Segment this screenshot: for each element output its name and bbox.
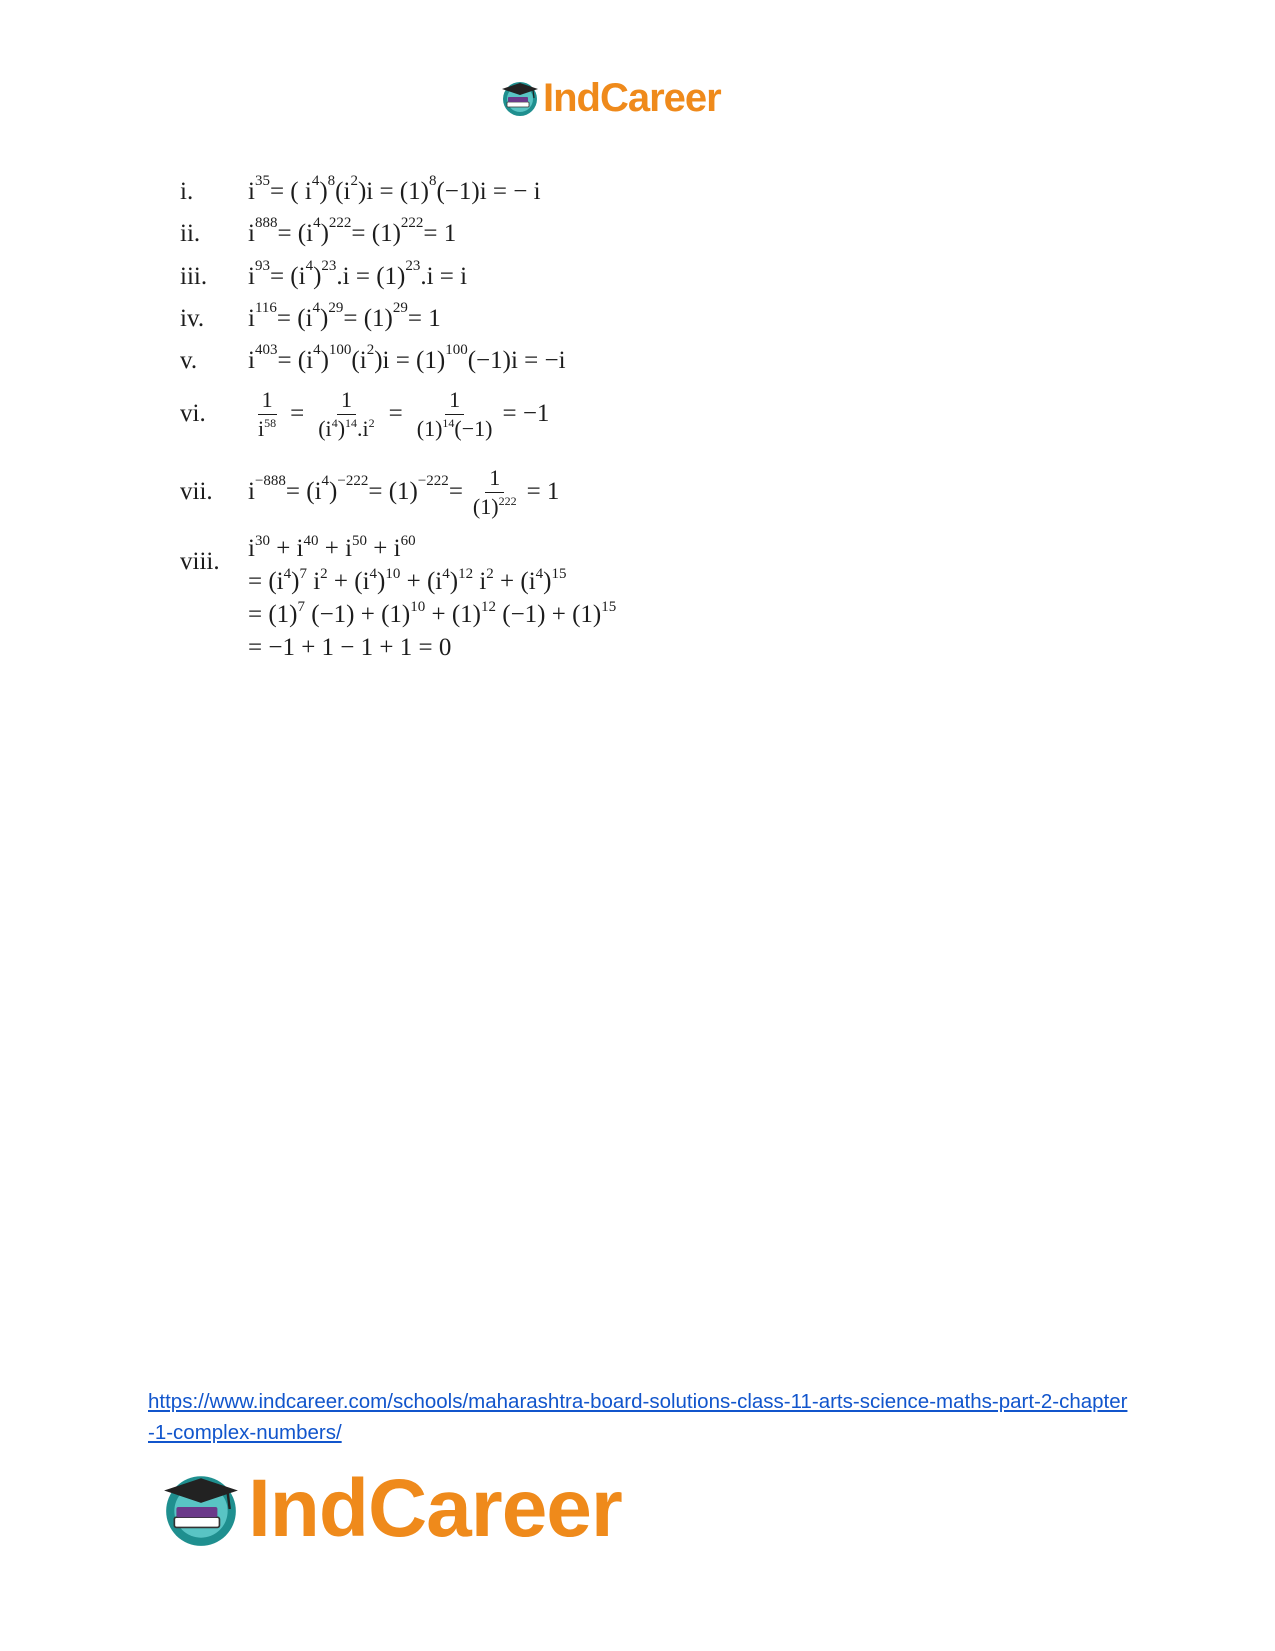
fraction bbox=[469, 466, 521, 517]
expr-text: 1 bbox=[489, 465, 501, 491]
exponent: 29 bbox=[392, 299, 408, 316]
item-number: vi. bbox=[180, 400, 206, 427]
result: = −1 bbox=[502, 400, 550, 427]
exponent: 4 bbox=[535, 566, 544, 582]
exponent: 4 bbox=[305, 257, 314, 274]
expr-text: .i = i bbox=[420, 263, 468, 290]
expr-text: = 1 bbox=[423, 220, 457, 247]
exponent: 100 bbox=[328, 341, 352, 358]
footer-logo-text: IndCareer bbox=[248, 1463, 622, 1554]
expr-text: i bbox=[248, 305, 255, 332]
expr-text: (−1) + (1) bbox=[305, 601, 411, 628]
graduation-cap-globe-icon bbox=[160, 1468, 242, 1550]
expr-text: = (i bbox=[248, 568, 284, 595]
expr-text: ) bbox=[543, 568, 552, 595]
fraction bbox=[413, 388, 497, 439]
item-number: i. bbox=[180, 178, 194, 205]
expr-text: ) bbox=[320, 305, 329, 332]
expr-text: = (1) bbox=[351, 220, 401, 247]
expression bbox=[248, 534, 616, 663]
expr-text: + i bbox=[367, 535, 401, 562]
expr-text: 1 bbox=[449, 387, 461, 413]
exponent: 40 bbox=[303, 533, 319, 549]
expr-text: i bbox=[248, 263, 255, 290]
exponent: 4 bbox=[321, 472, 330, 489]
solution-row bbox=[180, 257, 468, 291]
header-logo bbox=[500, 78, 721, 118]
item-number: vii. bbox=[180, 478, 213, 505]
expr-text: (i bbox=[318, 415, 332, 441]
expr-text: (i bbox=[335, 178, 351, 205]
expr-text: (−1)i = − i bbox=[436, 178, 541, 205]
equals-sign: = bbox=[388, 400, 403, 427]
item-number: viii. bbox=[180, 548, 220, 575]
expr-text: )i = (1) bbox=[374, 347, 446, 374]
exponent: 2 bbox=[350, 172, 358, 189]
graduation-cap-globe-icon bbox=[500, 78, 540, 118]
item-number: iii. bbox=[180, 263, 208, 290]
exponent: 4 bbox=[313, 214, 321, 231]
exponent: 50 bbox=[352, 533, 368, 549]
expr-text: 1 bbox=[340, 387, 352, 413]
expression bbox=[248, 341, 566, 375]
expr-text: + (i bbox=[327, 568, 370, 595]
expr-text: = (i bbox=[269, 263, 306, 290]
expr-text: (−1) + (1) bbox=[496, 601, 602, 628]
exponent: 15 bbox=[551, 566, 567, 582]
numerator bbox=[258, 388, 277, 414]
expr-text: = (1) bbox=[248, 601, 298, 628]
exponent: 8 bbox=[428, 172, 437, 189]
expr-text: = (i bbox=[277, 347, 314, 374]
exponent: 222 bbox=[328, 214, 352, 231]
expr-text: ) bbox=[377, 568, 386, 595]
exponent: 15 bbox=[601, 599, 617, 615]
expression-line bbox=[248, 567, 566, 600]
expr-text: + i bbox=[269, 535, 304, 562]
denominator bbox=[254, 415, 280, 440]
exponent: 12 bbox=[481, 599, 496, 615]
exponent: 116 bbox=[254, 299, 277, 316]
denominator bbox=[413, 415, 497, 440]
numerator bbox=[485, 466, 504, 492]
fraction bbox=[254, 388, 280, 439]
expression bbox=[248, 257, 468, 291]
expr-text: + (i bbox=[493, 568, 536, 595]
solution-row bbox=[180, 299, 441, 333]
expr-text: 1 bbox=[261, 387, 273, 413]
exponent: −222 bbox=[337, 472, 369, 489]
expr-text: ) bbox=[320, 347, 329, 374]
exponent: 403 bbox=[254, 341, 278, 358]
expr-text: (i bbox=[351, 347, 367, 374]
exponent: 35 bbox=[254, 172, 270, 189]
exponent: 4 bbox=[283, 566, 292, 582]
expr-text: ) bbox=[313, 263, 322, 290]
exponent: 2 bbox=[368, 415, 375, 430]
expr-text: = ( i bbox=[269, 178, 312, 205]
exponent: −888 bbox=[254, 472, 286, 489]
exponent: 30 bbox=[254, 533, 270, 549]
exponent: 100 bbox=[445, 341, 468, 358]
solution-row bbox=[180, 172, 541, 206]
item-number: iv. bbox=[180, 305, 205, 332]
footer-logo bbox=[160, 1463, 622, 1554]
solution-row bbox=[180, 214, 457, 248]
source-link[interactable]: https://www.indcareer.com/schools/maharashtra-board-solutions-class-11-arts-science-maths-part-2-chapter-1-complex-numbers/ bbox=[148, 1390, 1128, 1444]
exponent: 4 bbox=[442, 566, 450, 582]
expression bbox=[248, 466, 559, 517]
exponent: 4 bbox=[331, 415, 338, 430]
expr-text: = (1) bbox=[343, 305, 393, 332]
exponent: 888 bbox=[254, 214, 278, 231]
exponent: 222 bbox=[400, 214, 424, 231]
denominator bbox=[314, 415, 378, 440]
expression bbox=[248, 299, 441, 333]
solution-row bbox=[180, 387, 550, 441]
expr-text: + i bbox=[318, 535, 353, 562]
expr-text: = bbox=[448, 478, 463, 505]
result: = 1 bbox=[526, 478, 560, 505]
exponent: 4 bbox=[369, 566, 378, 582]
exponent: 93 bbox=[254, 257, 270, 274]
exponent: 14 bbox=[345, 415, 358, 430]
solution-row bbox=[180, 533, 617, 661]
expression bbox=[248, 214, 457, 248]
item-number: ii. bbox=[180, 220, 201, 247]
exponent: 12 bbox=[458, 566, 474, 582]
expr-text: .i = (1) bbox=[336, 263, 406, 290]
expr-text: + (i bbox=[400, 568, 443, 595]
expr-text: (1) bbox=[472, 493, 499, 519]
exponent: 4 bbox=[313, 341, 321, 358]
expr-text: ) bbox=[291, 568, 300, 595]
expr-text: ) bbox=[320, 220, 329, 247]
expr-text: ) bbox=[329, 478, 338, 505]
solution-row bbox=[180, 465, 560, 519]
item-number: v. bbox=[180, 347, 198, 374]
expr-text: i bbox=[248, 478, 255, 505]
expr-text: = (i bbox=[277, 220, 314, 247]
exponent: 23 bbox=[321, 257, 337, 274]
exponent: 7 bbox=[297, 599, 305, 615]
solution-row bbox=[180, 341, 566, 375]
exponent: 10 bbox=[410, 599, 426, 615]
exponent: 29 bbox=[328, 299, 344, 316]
expression-line bbox=[248, 534, 416, 567]
expression bbox=[248, 388, 549, 439]
fraction bbox=[314, 388, 378, 439]
expr-text: + (1) bbox=[425, 601, 481, 628]
expr-text: i bbox=[258, 415, 265, 441]
expr-text: )i = (1) bbox=[357, 178, 429, 205]
exponent: 58 bbox=[264, 415, 277, 430]
exponent: 7 bbox=[299, 566, 307, 582]
numerator bbox=[337, 388, 356, 414]
denominator bbox=[469, 493, 521, 518]
exponent: 60 bbox=[400, 533, 416, 549]
expr-text: i bbox=[306, 568, 321, 595]
header-logo-text: IndCareer bbox=[543, 76, 721, 120]
expr-text: ) bbox=[337, 415, 346, 441]
exponent: 10 bbox=[385, 566, 401, 582]
expr-text: = (1) bbox=[368, 478, 418, 505]
exponent: −222 bbox=[417, 472, 449, 489]
numerator bbox=[445, 388, 464, 414]
expr-text: i bbox=[248, 220, 255, 247]
exponent: 2 bbox=[320, 566, 328, 582]
expr-text: (−1) bbox=[454, 415, 493, 441]
expression-line: = −1 + 1 − 1 + 1 = 0 bbox=[248, 634, 452, 661]
expr-text: ) bbox=[319, 178, 328, 205]
expr-text: (1) bbox=[416, 415, 443, 441]
exponent: 14 bbox=[442, 415, 455, 430]
expr-text: i bbox=[248, 178, 255, 205]
exponent: 222 bbox=[498, 493, 517, 508]
expression-line bbox=[248, 600, 616, 633]
expr-text: = 1 bbox=[407, 305, 441, 332]
expr-text: i bbox=[248, 347, 255, 374]
exponent: 2 bbox=[366, 341, 375, 358]
exponent: 8 bbox=[327, 172, 336, 189]
exponent: 4 bbox=[312, 299, 321, 316]
expr-text: (−1)i = −i bbox=[467, 347, 566, 374]
expr-text: ) bbox=[449, 568, 459, 595]
expr-text: = (i bbox=[276, 305, 313, 332]
equals-sign: = bbox=[290, 400, 305, 427]
expr-text: = (i bbox=[285, 478, 322, 505]
expr-text: i bbox=[473, 568, 487, 595]
exponent: 23 bbox=[405, 257, 421, 274]
exponent: 2 bbox=[486, 566, 494, 582]
expr-text: i bbox=[248, 535, 255, 562]
expression bbox=[248, 172, 541, 206]
expr-text: .i bbox=[357, 415, 369, 441]
exponent: 4 bbox=[311, 172, 320, 189]
